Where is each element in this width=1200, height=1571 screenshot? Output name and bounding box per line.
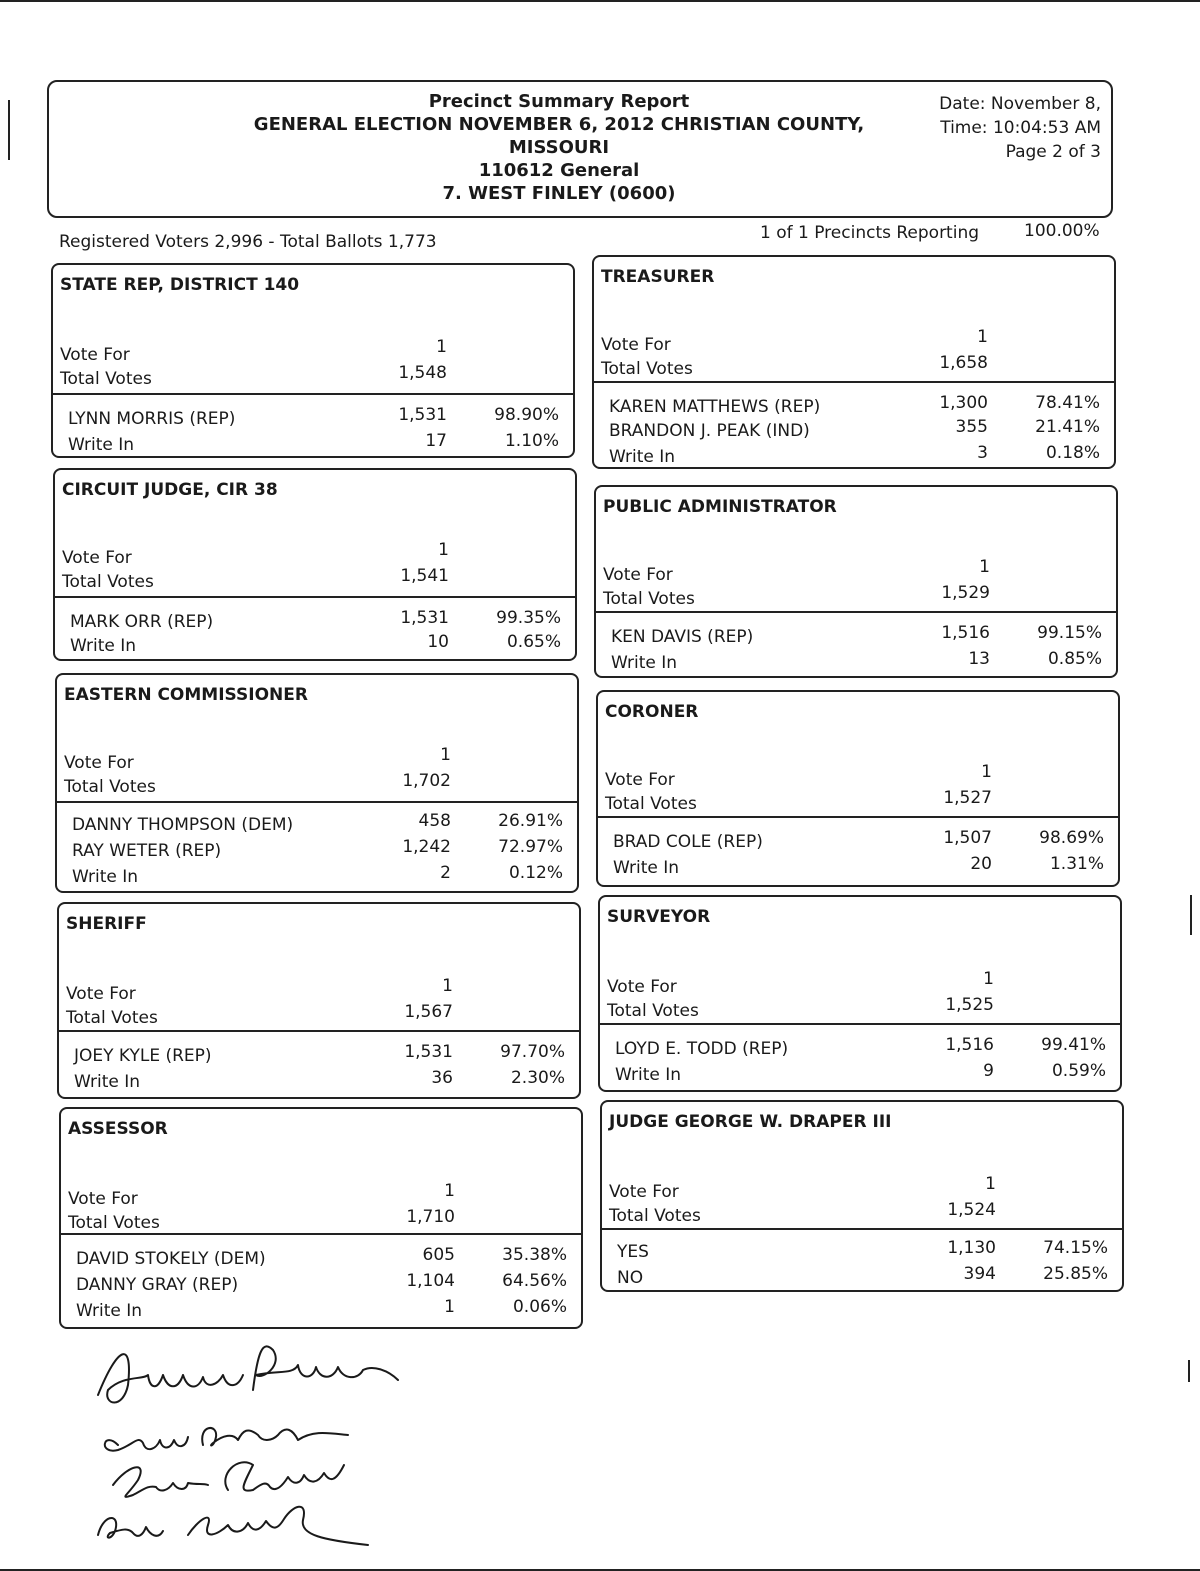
precinct-name: 7. WEST FINLEY (0600) bbox=[442, 183, 676, 204]
candidate-name: Write In bbox=[70, 636, 137, 656]
candidate-percent: 98.90% bbox=[494, 405, 559, 425]
vote-for-label: Vote For bbox=[62, 548, 132, 568]
vote-for-label: Vote For bbox=[609, 1182, 679, 1202]
results-divider bbox=[600, 1023, 1120, 1025]
total-votes-value: 1,567 bbox=[404, 1002, 453, 1022]
candidate-percent: 0.06% bbox=[512, 1297, 567, 1317]
candidate-name: Write In bbox=[613, 858, 680, 878]
vote-for-value: 1 bbox=[444, 1181, 455, 1201]
total-votes-value: 1,702 bbox=[402, 771, 451, 791]
race-box bbox=[592, 255, 1116, 469]
race-title: STATE REP, DISTRICT 140 bbox=[60, 275, 300, 295]
race-title: CORONER bbox=[605, 702, 699, 722]
results-divider bbox=[602, 1228, 1122, 1230]
candidate-votes: 3 bbox=[977, 443, 988, 463]
vote-for-value: 1 bbox=[977, 327, 988, 347]
candidate-percent: 0.85% bbox=[1047, 649, 1102, 669]
report-date: Date: November 8, bbox=[939, 94, 1101, 114]
total-votes-value: 1,525 bbox=[945, 995, 994, 1015]
candidate-percent: 21.41% bbox=[1035, 417, 1100, 437]
total-votes-label: Total Votes bbox=[62, 572, 154, 592]
candidate-name: DANNY THOMPSON (DEM) bbox=[72, 815, 294, 835]
candidate-percent: 64.56% bbox=[502, 1271, 567, 1291]
candidate-votes: 9 bbox=[983, 1061, 994, 1081]
candidate-votes: 10 bbox=[427, 632, 449, 652]
vote-for-value: 1 bbox=[438, 540, 449, 560]
candidate-percent: 0.12% bbox=[508, 863, 563, 883]
vote-for-label: Vote For bbox=[68, 1189, 138, 1209]
race-box bbox=[53, 468, 577, 661]
candidate-votes: 17 bbox=[425, 431, 447, 451]
candidate-percent: 99.15% bbox=[1037, 623, 1102, 643]
candidate-name: Write In bbox=[76, 1301, 143, 1321]
candidate-name: KAREN MATTHEWS (REP) bbox=[609, 397, 821, 417]
vote-for-value: 1 bbox=[983, 969, 994, 989]
candidate-percent: 0.59% bbox=[1051, 1061, 1106, 1081]
candidate-name: JOEY KYLE (REP) bbox=[74, 1046, 212, 1066]
candidate-percent: 99.35% bbox=[496, 608, 561, 628]
vote-for-label: Vote For bbox=[64, 753, 134, 773]
candidate-votes: 1,242 bbox=[402, 837, 451, 857]
results-divider bbox=[596, 611, 1116, 613]
candidate-percent: 2.30% bbox=[510, 1068, 565, 1088]
candidate-name: BRAD COLE (REP) bbox=[613, 832, 763, 852]
top-border-line bbox=[0, 0, 1200, 2]
vote-for-label: Vote For bbox=[601, 335, 671, 355]
race-box bbox=[59, 1107, 583, 1329]
candidate-votes: 1,507 bbox=[943, 828, 992, 848]
precincts-reporting: 1 of 1 Precincts Reporting bbox=[760, 223, 980, 243]
candidate-name: Write In bbox=[74, 1072, 141, 1092]
candidate-votes: 1,531 bbox=[400, 608, 449, 628]
reporting-percent: 100.00% bbox=[1024, 221, 1100, 241]
candidate-votes: 2 bbox=[440, 863, 451, 883]
candidate-name: LYNN MORRIS (REP) bbox=[68, 409, 236, 429]
candidate-votes: 20 bbox=[970, 854, 992, 874]
candidate-votes: 1,130 bbox=[947, 1238, 996, 1258]
candidate-name: Write In bbox=[615, 1065, 682, 1085]
official-signatures bbox=[88, 1335, 428, 1565]
race-box bbox=[57, 902, 581, 1099]
vote-for-label: Vote For bbox=[60, 345, 130, 365]
race-title: CIRCUIT JUDGE, CIR 38 bbox=[62, 480, 278, 500]
race-box bbox=[594, 485, 1118, 678]
election-name: GENERAL ELECTION NOVEMBER 6, 2012 CHRISTIAN COUNTY, bbox=[253, 114, 865, 135]
results-divider bbox=[59, 1030, 579, 1032]
candidate-name: LOYD E. TODD (REP) bbox=[615, 1039, 789, 1059]
candidate-name: Write In bbox=[609, 447, 676, 467]
total-votes-label: Total Votes bbox=[603, 589, 695, 609]
race-box bbox=[600, 1100, 1124, 1292]
total-votes-value: 1,529 bbox=[941, 583, 990, 603]
results-divider bbox=[61, 1233, 581, 1235]
race-title: SURVEYOR bbox=[607, 907, 711, 927]
race-title: ASSESSOR bbox=[68, 1119, 168, 1139]
page-number: Page 2 of 3 bbox=[1005, 142, 1101, 162]
race-title: JUDGE GEORGE W. DRAPER III bbox=[609, 1112, 892, 1132]
total-votes-value: 1,548 bbox=[398, 363, 447, 383]
candidate-percent: 0.65% bbox=[506, 632, 561, 652]
vote-for-value: 1 bbox=[442, 976, 453, 996]
vote-for-value: 1 bbox=[979, 557, 990, 577]
candidate-percent: 1.31% bbox=[1049, 854, 1104, 874]
total-votes-label: Total Votes bbox=[66, 1008, 158, 1028]
candidate-votes: 13 bbox=[968, 649, 990, 669]
candidate-percent: 25.85% bbox=[1043, 1264, 1108, 1284]
candidate-percent: 97.70% bbox=[500, 1042, 565, 1062]
election-code: 110612 General bbox=[478, 160, 640, 181]
margin-mark-left bbox=[8, 100, 10, 160]
report-title: Precinct Summary Report bbox=[428, 91, 690, 112]
report-time: Time: 10:04:53 AM bbox=[940, 118, 1101, 138]
candidate-name: Write In bbox=[72, 867, 139, 887]
margin-mark-right bbox=[1190, 895, 1192, 935]
candidate-name: Write In bbox=[68, 435, 135, 455]
total-votes-label: Total Votes bbox=[64, 777, 156, 797]
total-votes-value: 1,710 bbox=[406, 1207, 455, 1227]
header-meta bbox=[939, 92, 1101, 164]
candidate-percent: 99.41% bbox=[1041, 1035, 1106, 1055]
race-title: EASTERN COMMISSIONER bbox=[64, 685, 308, 705]
candidate-name: BRANDON J. PEAK (IND) bbox=[609, 421, 810, 441]
total-votes-label: Total Votes bbox=[605, 794, 697, 814]
race-box bbox=[598, 895, 1122, 1092]
candidate-name: YES bbox=[617, 1242, 649, 1262]
candidate-name: KEN DAVIS (REP) bbox=[611, 627, 754, 647]
total-votes-label: Total Votes bbox=[60, 369, 152, 389]
candidate-votes: 1,104 bbox=[406, 1271, 455, 1291]
candidate-votes: 1,300 bbox=[939, 393, 988, 413]
candidate-votes: 355 bbox=[955, 417, 988, 437]
vote-for-label: Vote For bbox=[605, 770, 675, 790]
candidate-percent: 1.10% bbox=[504, 431, 559, 451]
candidate-percent: 0.18% bbox=[1045, 443, 1100, 463]
race-title: PUBLIC ADMINISTRATOR bbox=[603, 497, 837, 517]
candidate-name: Write In bbox=[611, 653, 678, 673]
total-votes-label: Total Votes bbox=[68, 1213, 160, 1233]
margin-mark-right-lower bbox=[1188, 1360, 1190, 1382]
election-state: MISSOURI bbox=[508, 137, 610, 158]
vote-for-label: Vote For bbox=[603, 565, 673, 585]
total-votes-value: 1,658 bbox=[939, 353, 988, 373]
vote-for-value: 1 bbox=[440, 745, 451, 765]
candidate-votes: 1 bbox=[444, 1297, 455, 1317]
candidate-percent: 26.91% bbox=[498, 811, 563, 831]
vote-for-label: Vote For bbox=[607, 977, 677, 997]
candidate-percent: 35.38% bbox=[502, 1245, 567, 1265]
results-divider bbox=[598, 816, 1118, 818]
results-divider bbox=[57, 801, 577, 803]
race-title: TREASURER bbox=[601, 267, 715, 287]
race-title: SHERIFF bbox=[66, 914, 147, 934]
header-title-block bbox=[199, 90, 919, 205]
candidate-percent: 74.15% bbox=[1043, 1238, 1108, 1258]
candidate-votes: 36 bbox=[431, 1068, 453, 1088]
candidate-name: RAY WETER (REP) bbox=[72, 841, 222, 861]
candidate-votes: 605 bbox=[422, 1245, 455, 1265]
race-box bbox=[55, 673, 579, 893]
results-divider bbox=[55, 596, 575, 598]
total-votes-label: Total Votes bbox=[601, 359, 693, 379]
registered-voters: Registered Voters 2,996 - Total Ballots 1,773 bbox=[59, 232, 437, 252]
total-votes-value: 1,524 bbox=[947, 1200, 996, 1220]
candidate-percent: 98.69% bbox=[1039, 828, 1104, 848]
results-divider bbox=[594, 381, 1114, 383]
candidate-percent: 78.41% bbox=[1035, 393, 1100, 413]
total-votes-value: 1,527 bbox=[943, 788, 992, 808]
candidate-votes: 1,531 bbox=[404, 1042, 453, 1062]
total-votes-label: Total Votes bbox=[607, 1001, 699, 1021]
candidate-percent: 72.97% bbox=[498, 837, 563, 857]
candidate-votes: 1,516 bbox=[941, 623, 990, 643]
candidate-votes: 1,531 bbox=[398, 405, 447, 425]
candidate-votes: 458 bbox=[418, 811, 451, 831]
report-header bbox=[47, 80, 1113, 218]
total-votes-label: Total Votes bbox=[609, 1206, 701, 1226]
race-box bbox=[51, 263, 575, 458]
candidate-votes: 394 bbox=[963, 1264, 996, 1284]
vote-for-value: 1 bbox=[985, 1174, 996, 1194]
vote-for-value: 1 bbox=[436, 337, 447, 357]
candidate-name: DANNY GRAY (REP) bbox=[76, 1275, 239, 1295]
results-divider bbox=[53, 393, 573, 395]
candidate-name: MARK ORR (REP) bbox=[70, 612, 214, 632]
vote-for-label: Vote For bbox=[66, 984, 136, 1004]
candidate-name: NO bbox=[617, 1268, 644, 1288]
candidate-votes: 1,516 bbox=[945, 1035, 994, 1055]
vote-for-value: 1 bbox=[981, 762, 992, 782]
total-votes-value: 1,541 bbox=[400, 566, 449, 586]
candidate-name: DAVID STOKELY (DEM) bbox=[76, 1249, 266, 1269]
race-box bbox=[596, 690, 1120, 887]
